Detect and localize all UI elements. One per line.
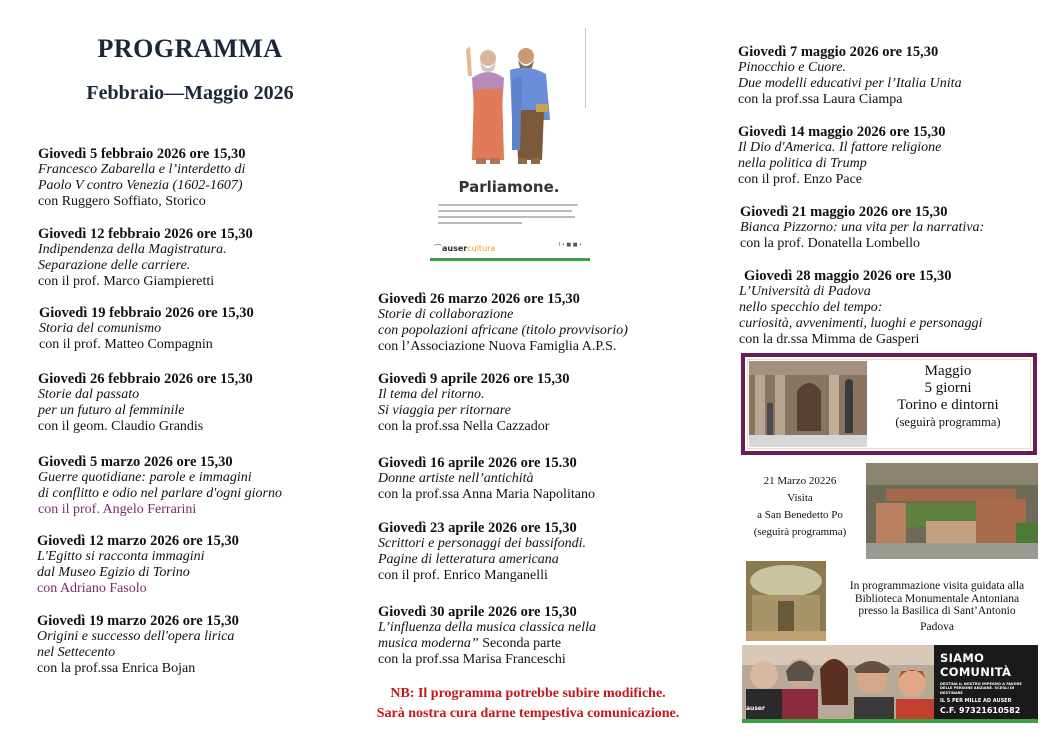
auser-5x1000-banner xyxy=(742,645,1038,723)
torino-trip-box xyxy=(741,353,1037,455)
event-item xyxy=(738,124,946,188)
poster-body-text xyxy=(438,204,578,230)
philosophers-image xyxy=(458,40,558,170)
san-benedetto-aerial-image xyxy=(866,463,1038,559)
notice xyxy=(358,684,698,724)
event-item xyxy=(37,613,239,677)
notice-line-2: Sarà nostra cura darne tempestiva comunicazione. xyxy=(376,706,680,721)
event-date: Giovedì 14 maggio 2026 ore 15,30 xyxy=(738,124,946,140)
event-topic: Bianca Pizzorno: una vita per la narrativa: xyxy=(740,220,985,235)
event-topic: L'Egitto si racconta immagini dal Museo Egizio di Torino xyxy=(37,549,205,580)
event-topic: Il Dio d'America. Il fattore religione nella politica di Trump xyxy=(738,140,942,171)
event-speaker: con il prof. Enzo Pace xyxy=(738,172,863,187)
event-item xyxy=(378,455,595,503)
event-topic-suffix: Seconda parte xyxy=(478,636,562,651)
page-title: PROGRAMMA xyxy=(97,34,283,63)
banner-cf: C.F. 97321610582 xyxy=(940,706,1021,716)
event-topic: Guerre quotidiane: parole e immagini di conflitto e odio nel parlare d'ogni giorno xyxy=(38,470,282,501)
event-item xyxy=(739,268,982,348)
event-date: Giovedì 5 febbraio 2026 ore 15,30 xyxy=(38,146,246,162)
event-date: Giovedì 26 marzo 2026 ore 15,30 xyxy=(378,291,580,307)
event-speaker: con la prof.ssa Nella Cazzador xyxy=(378,419,550,434)
event-speaker: con il prof. Matteo Compagnin xyxy=(39,337,213,352)
event-item xyxy=(37,533,239,597)
event-topic: Scrittori e personaggi dei bassifondi. Pagine di letteratura americana xyxy=(378,536,587,567)
event-item xyxy=(38,226,253,290)
event-speaker: con il geom. Claudio Grandis xyxy=(38,419,204,434)
event-date: Giovedì 19 febbraio 2026 ore 15,30 xyxy=(39,305,254,321)
event-speaker: con Adriano Fasolo xyxy=(37,581,147,596)
event-date: Giovedì 23 aprile 2026 ore 15,30 xyxy=(378,520,577,536)
event-speaker: con la prof.ssa Enrica Bojan xyxy=(37,661,196,676)
poster-side-text xyxy=(585,28,586,108)
biblioteca-antoniana-image xyxy=(746,561,826,641)
event-date: Giovedì 7 maggio 2026 ore 15,30 xyxy=(738,44,939,60)
event-item xyxy=(378,291,628,355)
event-item xyxy=(38,371,253,435)
event-item xyxy=(378,371,569,435)
event-speaker: con la prof.ssa Laura Ciampa xyxy=(738,92,903,107)
banner-small-text: DESTINA IL NOSTRO IMPEGNO A FAVORE DELLE PERSONE ANZIANE. SCEGLI DI DESTINARE xyxy=(940,682,1022,695)
event-topic: L’Università di Padova nello specchio del tempo: curiosità, avvenimenti, luoghi e personaggi xyxy=(739,284,983,331)
event-topic: Donne artiste nell’antichità xyxy=(378,471,534,486)
torino-trip-text: Maggio 5 giorni Torino e dintorni (seguirà programma) xyxy=(895,363,1001,429)
event-topic: Origini e successo dell'opera lirica nel Settecento xyxy=(37,629,235,660)
event-topic: Storie dal passato per un futuro al femminile xyxy=(38,387,185,418)
event-date: Giovedì 26 febbraio 2026 ore 15,30 xyxy=(38,371,253,387)
event-item xyxy=(38,454,282,518)
people-photo xyxy=(742,645,934,719)
event-item xyxy=(740,204,984,252)
san-benedetto-trip-text: 21 Marzo 20226 Visita a San Benedetto Po (seguirà programma) xyxy=(753,475,847,538)
event-item xyxy=(38,146,246,210)
auser-cultura-logo: ⌒ausercultura xyxy=(434,244,496,253)
museo-egizio-image xyxy=(749,361,867,447)
event-topic: Storie di collaborazione con popolazioni africane (titolo provvisorio) xyxy=(378,307,628,338)
event-item xyxy=(378,604,596,668)
event-date: Giovedì 12 marzo 2026 ore 15,30 xyxy=(37,533,239,549)
event-item xyxy=(39,305,254,353)
page-subtitle: Febbraio—Maggio 2026 xyxy=(86,82,294,104)
event-date: Giovedì 21 maggio 2026 ore 15,30 xyxy=(740,204,948,220)
event-date: Giovedì 5 marzo 2026 ore 15,30 xyxy=(38,454,233,470)
event-date: Giovedì 19 marzo 2026 ore 15,30 xyxy=(37,613,239,629)
parliamone-poster xyxy=(428,26,590,262)
event-topic: Indipendenza della Magistratura. Separazione delle carriere. xyxy=(38,242,227,273)
event-topic: Francesco Zabarella e l’interdetto di Paolo V contro Venezia (1602-1607) xyxy=(38,162,246,193)
event-date: Giovedì 9 aprile 2026 ore 15,30 xyxy=(378,371,570,387)
event-topic: Storia del comunismo xyxy=(39,321,162,336)
event-speaker: con la dr.ssa Mimma de Gasperi xyxy=(739,332,920,347)
biblioteca-visit-text: In programmazione visita guidata alla Biblioteca Monumentale Antoniana presso la Basilica di Sant’Antonio Padova xyxy=(849,580,1025,633)
event-topic: L’influenza della musica classica nella musica moderna” xyxy=(378,620,597,651)
event-topic: Pinocchio e Cuore. Due modelli educativi per l’Italia Unita xyxy=(738,60,962,91)
event-date: Giovedì 16 aprile 2026 ore 15.30 xyxy=(378,455,577,471)
event-date: Giovedì 28 maggio 2026 ore 15,30 xyxy=(744,268,952,284)
event-item xyxy=(738,44,962,108)
poster-title: Parliamone. xyxy=(458,178,560,196)
event-speaker: con il prof. Marco Giampieretti xyxy=(38,274,215,289)
notice-line-1: NB: Il programma potrebbe subire modifiche. xyxy=(390,686,666,701)
auser-logo: auser xyxy=(746,705,765,712)
event-speaker: con il prof. Enrico Manganelli xyxy=(378,568,548,583)
event-speaker: con la prof.ssa Marisa Franceschi xyxy=(378,652,566,667)
banner-headline: SIAMO COMUNITÀ xyxy=(940,651,1012,679)
poster-green-bar xyxy=(430,258,590,261)
event-speaker: con il prof. Angelo Ferrarini xyxy=(38,502,197,517)
event-topic: Il tema del ritorno. Si viaggia per ritornare xyxy=(378,387,511,418)
event-speaker: con l’Associazione Nuova Famiglia A.P.S. xyxy=(378,339,617,354)
banner-text-panel xyxy=(934,645,1038,719)
banner-5x1000: IL 5 PER MILLE AD AUSER xyxy=(940,698,1012,705)
event-item xyxy=(378,520,586,584)
banner-green-bar xyxy=(742,719,1038,723)
event-speaker: con la prof. Donatella Lombello xyxy=(740,236,920,251)
event-date: Giovedì 30 aprile 2026 ore 15,30 xyxy=(378,604,577,620)
event-date: Giovedì 12 febbraio 2026 ore 15,30 xyxy=(38,226,253,242)
social-icons: f • ■ ■ • xyxy=(558,242,582,248)
event-speaker: con la prof.ssa Anna Maria Napolitano xyxy=(378,487,595,502)
event-speaker: con Ruggero Soffiato, Storico xyxy=(38,194,206,209)
